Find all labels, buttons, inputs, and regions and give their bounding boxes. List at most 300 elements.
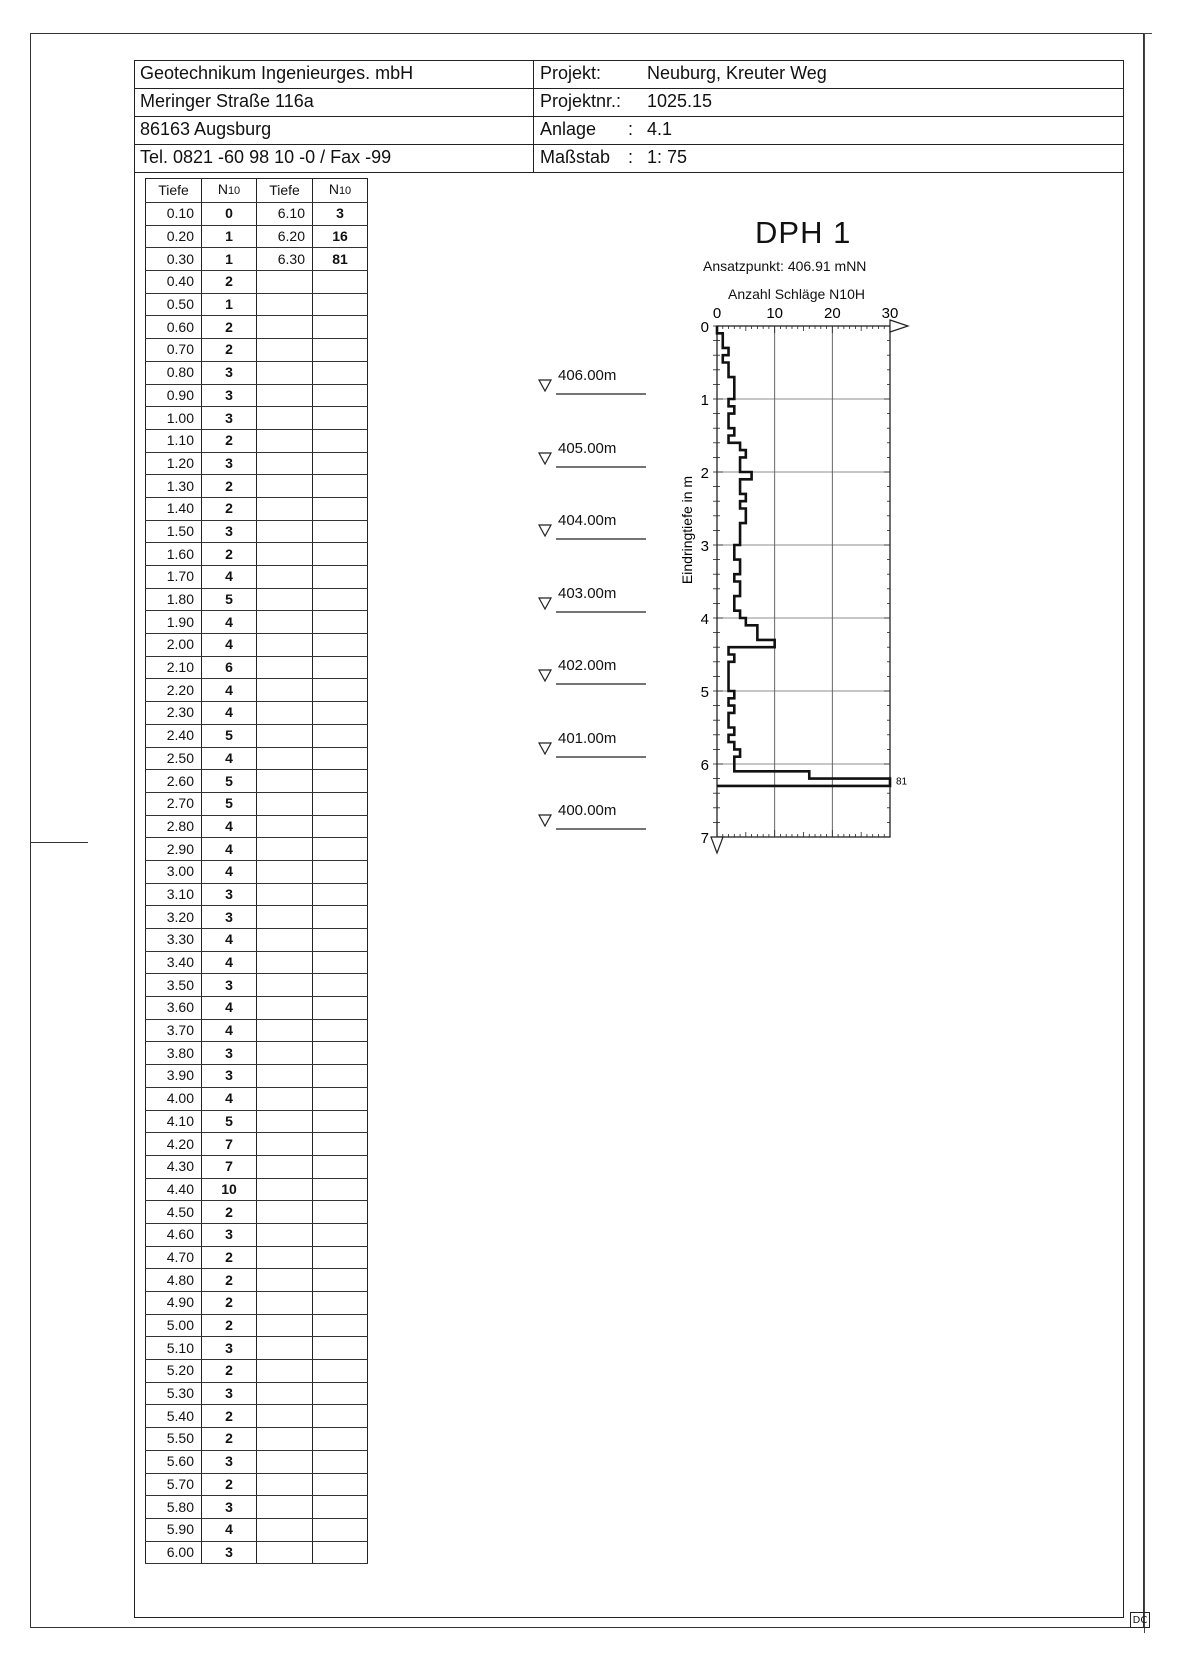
cell-tiefe: 4.70 — [146, 1246, 202, 1269]
x-tick-label: 0 — [712, 305, 722, 322]
empty-row — [257, 452, 368, 475]
cell-n10: 3 — [202, 974, 257, 997]
empty-row — [257, 1087, 368, 1110]
cell-tiefe — [257, 1133, 313, 1156]
cell-tiefe: 4.30 — [146, 1155, 202, 1178]
company-city: 86163 Augsburg — [140, 119, 272, 139]
massstab-value: 1: 75 — [647, 147, 688, 167]
cell-tiefe: 6.30 — [257, 248, 313, 271]
col-header-n — [202, 179, 257, 203]
cell-tiefe: 0.10 — [146, 203, 202, 226]
cell-tiefe — [257, 883, 313, 906]
cell-tiefe: 5.40 — [146, 1405, 202, 1428]
cell-tiefe: 4.00 — [146, 1087, 202, 1110]
cell-tiefe: 4.90 — [146, 1292, 202, 1315]
empty-row — [257, 656, 368, 679]
cell-n10 — [313, 1201, 368, 1224]
cell-n10 — [313, 1155, 368, 1178]
empty-row — [257, 316, 368, 339]
empty-row — [257, 838, 368, 861]
table-row — [146, 1087, 257, 1110]
cell-n10: 5 — [202, 1110, 257, 1133]
cell-n10 — [313, 929, 368, 952]
cell-n10 — [313, 747, 368, 770]
cell-tiefe: 6.00 — [146, 1541, 202, 1564]
table-row — [146, 1360, 257, 1383]
margin-mark — [30, 842, 88, 843]
table-row — [146, 248, 257, 271]
table-row — [146, 1019, 257, 1042]
cell-tiefe: 5.30 — [146, 1382, 202, 1405]
cell-n10: 4 — [202, 747, 257, 770]
cell-tiefe: 5.60 — [146, 1450, 202, 1473]
cell-tiefe: 3.00 — [146, 860, 202, 883]
cell-tiefe — [257, 588, 313, 611]
empty-row — [257, 1428, 368, 1451]
cell-n10: 2 — [202, 475, 257, 498]
empty-row — [257, 747, 368, 770]
cell-tiefe: 2.30 — [146, 702, 202, 725]
cell-n10: 2 — [202, 1269, 257, 1292]
cell-n10: 5 — [202, 770, 257, 793]
elevation-label: 400.00m — [558, 802, 617, 819]
blow-count-table — [145, 178, 257, 1564]
cell-n10: 3 — [202, 407, 257, 430]
table-row — [146, 203, 257, 226]
cell-n10: 2 — [202, 543, 257, 566]
y-tick-label: 6 — [700, 757, 709, 774]
cell-n10 — [313, 1292, 368, 1315]
cell-n10 — [313, 566, 368, 589]
cell-n10 — [313, 361, 368, 384]
cell-tiefe — [257, 634, 313, 657]
table-row — [146, 1042, 257, 1065]
table-row — [146, 1110, 257, 1133]
cell-tiefe: 6.20 — [257, 225, 313, 248]
table-row — [146, 407, 257, 430]
cell-tiefe: 0.90 — [146, 384, 202, 407]
cell-n10 — [313, 1246, 368, 1269]
table-row — [257, 248, 368, 271]
empty-row — [257, 1178, 368, 1201]
header-divider — [533, 60, 534, 173]
cell-tiefe: 3.70 — [146, 1019, 202, 1042]
empty-row — [257, 702, 368, 725]
cell-tiefe — [257, 815, 313, 838]
cell-n10: 4 — [202, 860, 257, 883]
table-row — [146, 339, 257, 362]
cell-n10: 2 — [202, 316, 257, 339]
empty-row — [257, 611, 368, 634]
cell-n10 — [313, 1042, 368, 1065]
cell-tiefe — [257, 520, 313, 543]
cell-tiefe: 5.70 — [146, 1473, 202, 1496]
table-row — [146, 883, 257, 906]
cell-tiefe — [257, 1382, 313, 1405]
empty-row — [257, 1223, 368, 1246]
table-row — [146, 1178, 257, 1201]
cell-n10 — [313, 1450, 368, 1473]
cell-tiefe: 0.40 — [146, 271, 202, 294]
cell-n10: 7 — [202, 1133, 257, 1156]
cell-n10 — [313, 588, 368, 611]
cell-tiefe — [257, 656, 313, 679]
cell-tiefe — [257, 1042, 313, 1065]
empty-row — [257, 1314, 368, 1337]
cell-n10: 4 — [202, 838, 257, 861]
cell-tiefe — [257, 1178, 313, 1201]
table-row — [146, 951, 257, 974]
elevation-marker — [538, 802, 648, 832]
cell-n10: 2 — [202, 1201, 257, 1224]
anlage-value: 4.1 — [647, 119, 673, 139]
cell-n10 — [313, 997, 368, 1020]
company-phone: Tel. 0821 -60 98 10 -0 / Fax -99 — [140, 147, 392, 167]
cell-tiefe — [257, 316, 313, 339]
table-row — [146, 770, 257, 793]
cell-tiefe: 2.10 — [146, 656, 202, 679]
elevation-label: 402.00m — [558, 657, 617, 674]
cell-tiefe: 1.10 — [146, 429, 202, 452]
cell-tiefe — [257, 1360, 313, 1383]
x-tick-label: 30 — [881, 305, 899, 322]
table-row — [146, 429, 257, 452]
table-row — [146, 588, 257, 611]
cell-n10: 3 — [202, 361, 257, 384]
table-row — [146, 566, 257, 589]
table-row — [146, 1473, 257, 1496]
cell-tiefe — [257, 1473, 313, 1496]
cell-tiefe: 2.00 — [146, 634, 202, 657]
elevation-label: 403.00m — [558, 584, 617, 602]
cell-tiefe: 3.50 — [146, 974, 202, 997]
cell-tiefe: 1.70 — [146, 566, 202, 589]
cell-n10 — [313, 838, 368, 861]
company-street: Meringer Straße 116a — [140, 91, 314, 111]
cell-tiefe — [257, 1155, 313, 1178]
elevation-marker — [538, 367, 648, 397]
empty-row — [257, 520, 368, 543]
y-axis-arrow-icon — [711, 837, 723, 853]
cell-n10 — [313, 1223, 368, 1246]
cell-tiefe: 1.40 — [146, 497, 202, 520]
y-tick-label: 7 — [700, 830, 709, 847]
cell-n10 — [313, 1337, 368, 1360]
cell-n10: 3 — [202, 520, 257, 543]
cell-n10 — [313, 1541, 368, 1564]
cell-n10: 3 — [202, 1042, 257, 1065]
blow-count-table-continued — [256, 178, 368, 1564]
table-header-row — [257, 179, 368, 203]
cell-n10 — [313, 792, 368, 815]
table-row — [146, 1223, 257, 1246]
cell-n10: 4 — [202, 1019, 257, 1042]
table-row — [146, 1201, 257, 1224]
empty-row — [257, 271, 368, 294]
cell-tiefe — [257, 1087, 313, 1110]
empty-row — [257, 770, 368, 793]
empty-row — [257, 407, 368, 430]
table-row — [146, 1405, 257, 1428]
cell-tiefe: 1.20 — [146, 452, 202, 475]
cell-n10: 2 — [202, 1314, 257, 1337]
cell-n10 — [313, 1496, 368, 1519]
cell-n10: 2 — [202, 339, 257, 362]
cell-tiefe — [257, 361, 313, 384]
table-row — [146, 452, 257, 475]
table-row — [146, 792, 257, 815]
cell-n10: 3 — [202, 1065, 257, 1088]
empty-row — [257, 1110, 368, 1133]
cell-n10: 3 — [202, 1496, 257, 1519]
empty-row — [257, 679, 368, 702]
cell-tiefe: 1.50 — [146, 520, 202, 543]
cell-n10: 3 — [202, 1223, 257, 1246]
cell-n10: 4 — [202, 997, 257, 1020]
cell-n10 — [313, 679, 368, 702]
empty-row — [257, 1473, 368, 1496]
table-row — [146, 1518, 257, 1541]
x-tick-label: 20 — [823, 305, 841, 322]
cell-n10 — [313, 1518, 368, 1541]
cell-n10 — [313, 520, 368, 543]
table-row — [146, 497, 257, 520]
header-rule — [134, 172, 1124, 173]
table-row — [146, 974, 257, 997]
cell-tiefe: 0.70 — [146, 339, 202, 362]
table-row — [146, 361, 257, 384]
cell-n10: 4 — [202, 679, 257, 702]
cell-n10: 10 — [202, 1178, 257, 1201]
cell-tiefe: 0.20 — [146, 225, 202, 248]
table-row — [146, 1337, 257, 1360]
cell-tiefe — [257, 1518, 313, 1541]
table-row — [146, 1496, 257, 1519]
table-row — [146, 1541, 257, 1564]
cell-tiefe — [257, 860, 313, 883]
cell-tiefe: 6.10 — [257, 203, 313, 226]
table-row — [146, 1155, 257, 1178]
table-row — [146, 611, 257, 634]
cell-tiefe: 3.80 — [146, 1042, 202, 1065]
cell-n10: 2 — [202, 429, 257, 452]
cell-n10: 2 — [202, 1360, 257, 1383]
cell-tiefe: 3.10 — [146, 883, 202, 906]
col-header-n — [313, 179, 368, 203]
plot-frame — [717, 326, 890, 837]
cell-n10: 3 — [202, 906, 257, 929]
cell-n10: 7 — [202, 1155, 257, 1178]
cell-tiefe — [257, 339, 313, 362]
cell-tiefe — [257, 1541, 313, 1564]
table-row — [146, 747, 257, 770]
cell-tiefe — [257, 543, 313, 566]
cell-n10 — [313, 543, 368, 566]
table-row — [146, 860, 257, 883]
empty-row — [257, 724, 368, 747]
cell-n10 — [313, 634, 368, 657]
cell-n10 — [313, 815, 368, 838]
empty-row — [257, 1450, 368, 1473]
cell-n10 — [313, 407, 368, 430]
cell-tiefe — [257, 702, 313, 725]
cell-tiefe: 2.20 — [146, 679, 202, 702]
empty-row — [257, 1496, 368, 1519]
table-row — [257, 225, 368, 248]
table-header-row — [146, 179, 257, 203]
cell-n10 — [313, 1110, 368, 1133]
empty-row — [257, 361, 368, 384]
cell-tiefe — [257, 1292, 313, 1315]
elevation-label: 406.00m — [558, 367, 617, 384]
table-row — [146, 838, 257, 861]
cell-n10 — [313, 1087, 368, 1110]
cell-tiefe — [257, 770, 313, 793]
cell-n10 — [313, 883, 368, 906]
table-row — [146, 384, 257, 407]
cell-tiefe: 4.40 — [146, 1178, 202, 1201]
cell-tiefe: 3.90 — [146, 1065, 202, 1088]
cell-tiefe — [257, 792, 313, 815]
table-row — [146, 1382, 257, 1405]
cell-tiefe — [257, 1201, 313, 1224]
table-row — [146, 271, 257, 294]
cell-n10: 5 — [202, 724, 257, 747]
chart-subtitle: Ansatzpunkt: 406.91 mNN — [703, 258, 867, 274]
empty-row — [257, 1360, 368, 1383]
cell-n10 — [313, 384, 368, 407]
cell-tiefe: 0.60 — [146, 316, 202, 339]
cell-tiefe: 1.00 — [146, 407, 202, 430]
cell-n10 — [313, 906, 368, 929]
cell-n10: 3 — [202, 1337, 257, 1360]
empty-row — [257, 1382, 368, 1405]
elevation-marker — [538, 512, 648, 542]
empty-row — [257, 1133, 368, 1156]
cell-n10: 3 — [202, 1541, 257, 1564]
cell-n10 — [313, 1065, 368, 1088]
cell-tiefe — [257, 566, 313, 589]
empty-row — [257, 1292, 368, 1315]
cell-tiefe: 4.80 — [146, 1269, 202, 1292]
cell-n10 — [313, 271, 368, 294]
table-row — [146, 906, 257, 929]
projectnr-value: 1025.15 — [647, 91, 713, 111]
empty-row — [257, 1065, 368, 1088]
table-row — [146, 1269, 257, 1292]
cell-n10: 6 — [202, 656, 257, 679]
projectnr-label: Projektnr.: — [540, 91, 622, 111]
empty-row — [257, 293, 368, 316]
cell-n10: 4 — [202, 1087, 257, 1110]
elevation-marker — [538, 440, 648, 470]
table-row — [146, 316, 257, 339]
empty-row — [257, 588, 368, 611]
table-row — [146, 702, 257, 725]
col-header-n-letter: N — [328, 181, 339, 197]
y-tick-label: 5 — [700, 684, 709, 701]
cell-n10: 5 — [202, 588, 257, 611]
table-row — [257, 203, 368, 226]
cell-tiefe — [257, 906, 313, 929]
cell-n10 — [313, 1428, 368, 1451]
cell-tiefe — [257, 997, 313, 1020]
empty-row — [257, 997, 368, 1020]
cell-n10: 4 — [202, 951, 257, 974]
cell-n10 — [313, 429, 368, 452]
cell-tiefe — [257, 1496, 313, 1519]
cell-n10: 4 — [202, 815, 257, 838]
cell-n10 — [313, 1019, 368, 1042]
cell-tiefe: 5.50 — [146, 1428, 202, 1451]
blow-count-series — [717, 326, 890, 786]
cell-n10: 1 — [202, 293, 257, 316]
empty-row — [257, 339, 368, 362]
col-header-tiefe: Tiefe — [257, 179, 313, 203]
table-row — [146, 656, 257, 679]
col-header-tiefe: Tiefe — [146, 179, 202, 203]
cell-n10 — [313, 1133, 368, 1156]
empty-row — [257, 792, 368, 815]
elevation-marker — [538, 730, 648, 760]
cell-n10: 2 — [202, 1292, 257, 1315]
anlage-label: Anlage — [540, 119, 597, 139]
x-tick-label: 10 — [766, 305, 784, 322]
project-label: Projekt: — [540, 63, 602, 83]
cell-n10 — [313, 1473, 368, 1496]
cell-n10 — [313, 724, 368, 747]
cell-n10 — [313, 770, 368, 793]
table-row — [146, 1450, 257, 1473]
table-row — [146, 225, 257, 248]
elevation-marker — [538, 657, 648, 687]
massstab-colon: : — [628, 147, 634, 167]
elevation-label: 405.00m — [558, 439, 617, 457]
cell-tiefe — [257, 1314, 313, 1337]
cell-n10: 1 — [202, 248, 257, 271]
cell-n10: 4 — [202, 929, 257, 952]
table-row — [146, 815, 257, 838]
cell-tiefe — [257, 838, 313, 861]
col-header-n-sub: 10 — [227, 185, 241, 197]
cell-tiefe — [257, 1337, 313, 1360]
cell-n10: 3 — [313, 203, 368, 226]
table-row — [146, 1292, 257, 1315]
cell-tiefe — [257, 452, 313, 475]
empty-row — [257, 906, 368, 929]
table-row — [146, 679, 257, 702]
cell-tiefe — [257, 929, 313, 952]
cell-tiefe — [257, 384, 313, 407]
cell-tiefe — [257, 1269, 313, 1292]
cell-n10 — [313, 452, 368, 475]
cell-tiefe: 5.00 — [146, 1314, 202, 1337]
elevation-label: 404.00m — [558, 512, 617, 529]
cell-n10 — [313, 1178, 368, 1201]
page-frame-shadow — [1144, 33, 1152, 1633]
header-rule — [134, 116, 1124, 117]
corner-stamp: DC — [1130, 1612, 1150, 1628]
cell-tiefe — [257, 271, 313, 294]
cell-tiefe — [257, 1246, 313, 1269]
header-rule — [134, 144, 1124, 145]
company-name: Geotechnikum Ingenieurges. mbH — [140, 63, 414, 83]
cell-n10: 3 — [202, 1450, 257, 1473]
empty-row — [257, 1201, 368, 1224]
y-tick-label: 4 — [700, 611, 709, 628]
cell-n10 — [313, 656, 368, 679]
table-row — [146, 997, 257, 1020]
